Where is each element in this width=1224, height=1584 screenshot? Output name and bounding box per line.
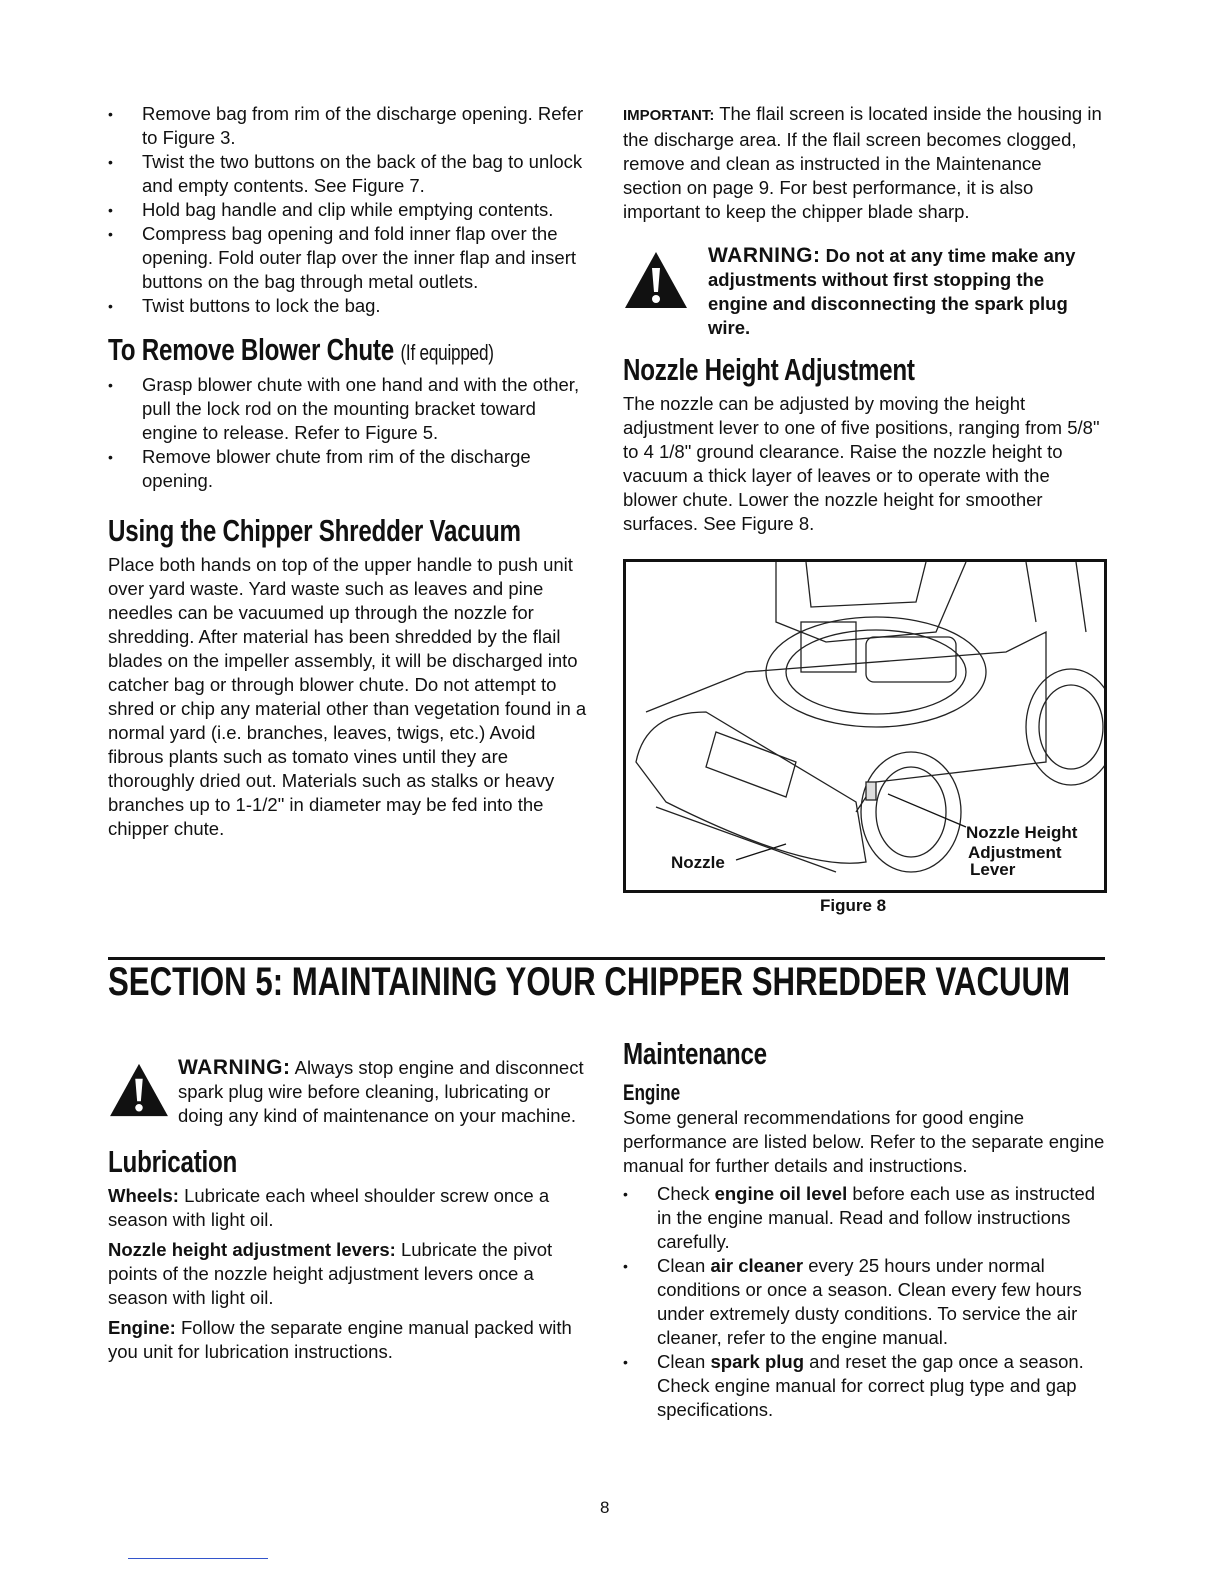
engine-intro: Some general recommendations for good engine performance are listed below. Refer to the separate engine manual for further details and instructions.: [623, 1107, 1105, 1176]
blower-list: [108, 373, 590, 493]
maintenance-heading: Maintenance: [623, 1036, 767, 1071]
important-paragraph: [623, 102, 1105, 224]
bag-steps-list: [108, 102, 590, 318]
page-number: 8: [600, 1498, 610, 1517]
nozzle-paragraph: The nozzle can be adjusted by moving the height adjustment lever to one of five positions, ranging from 5/8" to 4 1/8" ground clearance. Raise the nozzle height to vacuum a thick layer of leaves or to operate with the blower chute. Lower the nozzle height for smoother surfaces. See Figure 8.: [623, 393, 1100, 534]
warning-box: [623, 244, 1105, 340]
list-item: • Compress bag opening and fold inner flap over the opening. Fold outer flap over the inner flap and insert buttons on the bag through metal outlets.: [108, 222, 590, 294]
important-text: The flail screen is located inside the housing in the discharge area. If the flail screen becomes clogged, remove and clean as instructed in the Maintenance section on page 9. For best performance, it is also important to keep the chipper blade sharp.: [623, 103, 1102, 222]
lever-callout-line3: Lever: [970, 860, 1016, 879]
lube-engine: [108, 1316, 590, 1364]
list-item: [623, 1350, 1105, 1422]
list-item: • Hold bag handle and clip while emptying contents.: [108, 198, 590, 222]
left-column-top: [108, 102, 590, 841]
warning-box: [108, 1056, 590, 1128]
left-column-bottom: [108, 1056, 590, 1364]
figure-8-illustration: [623, 559, 1107, 893]
lever-callout-line1: Nozzle Height: [966, 823, 1078, 842]
t: every 25 hours under normal conditions or once a season. Clean every few hours under extremely dusty conditions. To service the air cleaner, refer to the engine manual.: [657, 1255, 1082, 1348]
t: and reset the gap once a season. Check engine manual for correct plug type and gap specifications.: [657, 1351, 1084, 1420]
item-text: Lubricate the pivot points of the nozzle height adjustment levers once a season with light oil.: [108, 1239, 553, 1308]
b: engine oil level: [714, 1183, 848, 1204]
t: Clean: [657, 1351, 711, 1372]
list-item: [623, 1182, 1105, 1254]
list-item: • Twist buttons to lock the bag.: [108, 294, 590, 318]
lube-wheels: [108, 1184, 590, 1232]
lubrication-heading: Lubrication: [108, 1144, 238, 1179]
nozzle-callout: Nozzle: [671, 853, 725, 872]
t: Clean: [657, 1255, 711, 1276]
right-column-top: [623, 102, 1105, 536]
using-paragraph: Place both hands on top of the upper handle to push unit over yard waste. Yard waste such as leaves and pine needles can be vacuumed up through the nozzle for shredding. After material has been shredded by the flail blades on the impeller assembly, it will be discharged into catcher bag or through blower chute. Do not attempt to shred or chip any material other than vegetation found in a normal yard (i.e. branches, leaves, twigs, etc.) Avoid fibrous plants such as tomato vines until they are thoroughly dried out. Materials such as stalks or heavy branches up to 1-1/2" in diameter may be fed into the chipper chute.: [108, 554, 587, 839]
warning-triangle-icon: [108, 1062, 170, 1118]
item-label: Engine:: [108, 1317, 176, 1338]
list-item: [623, 1254, 1105, 1350]
item-label: Wheels:: [108, 1185, 179, 1206]
list-item: • Twist the two buttons on the back of the bag to unlock and empty contents. See Figure 7.: [108, 150, 590, 198]
lever-callout-line2: Adjustment: [968, 843, 1062, 862]
item-text: Follow the separate engine manual packed with you unit for lubrication instructions.: [108, 1317, 572, 1362]
list-item: • Remove blower chute from rim of the discharge opening.: [108, 445, 590, 493]
figure-caption: Figure 8: [820, 896, 887, 915]
engine-subheading: Engine: [623, 1080, 681, 1105]
blower-chute-heading: [108, 332, 494, 371]
warning-text: Do not at any time make any adjustments without first stopping the engine and disconnecting the spark plug wire.: [708, 245, 1076, 338]
t: Check: [657, 1183, 715, 1204]
footer-line: [128, 1558, 268, 1559]
warning-label: WARNING:: [178, 1056, 291, 1079]
b: spark plug: [710, 1351, 805, 1372]
list-item: • Remove bag from rim of the discharge opening. Refer to Figure 3.: [108, 102, 590, 150]
list-item: • Grasp blower chute with one hand and with the other, pull the lock rod on the mounting bracket toward engine to release. Refer to Figure 5.: [108, 373, 590, 445]
b: air cleaner: [710, 1255, 804, 1276]
warning-label: WARNING:: [708, 244, 821, 267]
warning-triangle-icon: [623, 250, 689, 310]
warning-text: Always stop engine and disconnect spark plug wire before cleaning, lubricating or doing any kind of maintenance on your machine.: [178, 1057, 584, 1126]
using-heading: Using the Chipper Shredder Vacuum: [108, 513, 521, 548]
heading-text: To Remove Blower Chute: [108, 332, 394, 367]
t: before each use as instructed in the engine manual. Read and follow instructions carefully.: [657, 1183, 1096, 1252]
section-title: SECTION 5: MAINTAINING YOUR CHIPPER SHREDDER VACUUM: [108, 960, 1071, 1004]
item-label: Nozzle height adjustment levers:: [108, 1239, 396, 1260]
important-label: IMPORTANT:: [623, 107, 715, 124]
lube-levers: [108, 1238, 590, 1310]
item-text: Lubricate each wheel shoulder screw once a season with light oil.: [108, 1185, 550, 1230]
heading-note: (If equipped): [400, 340, 494, 365]
right-column-bottom: [623, 1036, 1105, 1422]
nozzle-heading: Nozzle Height Adjustment: [623, 352, 915, 387]
engine-list: [623, 1182, 1105, 1422]
